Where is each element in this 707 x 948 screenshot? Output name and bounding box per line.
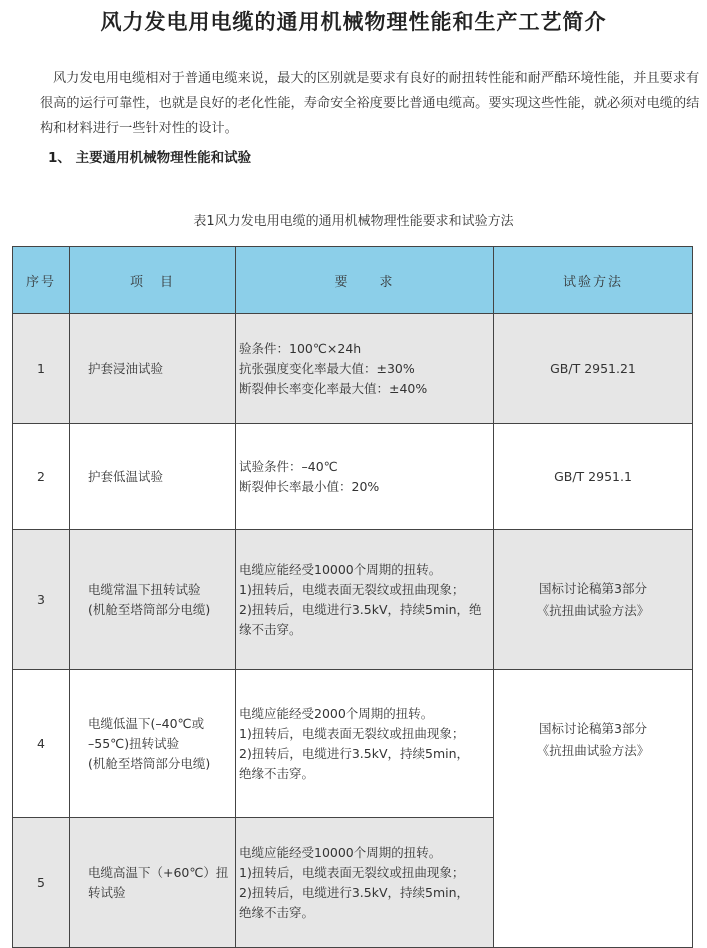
table-row [13, 530, 693, 670]
cell-method-line: 《抗扭曲试验方法》 [536, 602, 650, 618]
cell-requirement-line: 验条件：100℃×24h [239, 340, 362, 356]
cell-item [70, 670, 236, 818]
cell-requirement-line: 断裂伸长率最小值：20% [239, 478, 380, 494]
cell-requirement-line: 1)扭转后，电缆表面无裂纹或扭曲现象； [239, 864, 465, 880]
cell-method [494, 424, 693, 530]
cell-item [70, 530, 236, 670]
intro-paragraph: 风力发电用电缆相对于普通电缆来说，最大的区别就是要求有良好的耐扭转性能和耐严酷环境性能，并且要求有很高的运行可靠性，也就是良好的老化性能，寿命安全裕度要比普通电缆高。要实现这些性能，就必须对电缆的结构和材料进行一些针对性的设计。 [40, 71, 700, 136]
cell-method-line: GB/T 2951.21 [550, 360, 636, 376]
cell-no: 2 [13, 424, 70, 530]
cell-requirement-line: 1)扭转后，电缆表面无裂纹或扭曲现象； [239, 725, 465, 741]
cell-method-line: 国标讨论稿第3部分 [539, 580, 647, 596]
cell-no: 5 [13, 818, 70, 948]
cell-requirement-line: 抗张强度变化率最大值：±30% [239, 360, 415, 376]
properties-table [12, 246, 693, 948]
header-item: 项 目 [70, 247, 236, 314]
cell-item [70, 314, 236, 424]
cell-item-line: 电缆高温下（+60℃）扭 [88, 864, 229, 880]
cell-item-line: (机舱至塔筒部分电缆) [88, 755, 211, 771]
cell-method [494, 530, 693, 670]
header-requirement: 要 求 [236, 247, 494, 314]
cell-requirement-line: 绝缘不击穿。 [239, 904, 315, 920]
cell-method [494, 670, 693, 948]
cell-item-line: 护套低温试验 [88, 468, 164, 484]
table-row [13, 424, 693, 530]
table-header-row [13, 247, 693, 314]
cell-requirement-line: 2)扭转后，电缆进行3.5kV，持续5min， [239, 745, 470, 761]
cell-requirement-line: 2)扭转后，电缆进行3.5kV，持续5min， [239, 884, 470, 900]
section-heading: 1、 主要通用机械物理性能和试验 [48, 150, 252, 166]
cell-requirement [236, 670, 494, 818]
cell-no: 4 [13, 670, 70, 818]
cell-requirement-line: 2)扭转后，电缆进行3.5kV，持续5min，绝 [239, 601, 482, 617]
cell-requirement-line: 电缆应能经受10000个周期的扭转。 [239, 561, 442, 577]
cell-item [70, 424, 236, 530]
cell-requirement-line: 缘不击穿。 [239, 621, 302, 637]
cell-requirement [236, 314, 494, 424]
table-row [13, 314, 693, 424]
cell-item-line: –55℃)扭转试验 [88, 735, 180, 751]
cell-requirement [236, 424, 494, 530]
page-title: 风力发电用电缆的通用机械物理性能和生产工艺简介 [100, 10, 607, 34]
table-row [13, 670, 693, 818]
cell-requirement [236, 530, 494, 670]
cell-item-line: (机舱至塔筒部分电缆) [88, 601, 211, 617]
cell-requirement-line: 1)扭转后，电缆表面无裂纹或扭曲现象； [239, 581, 465, 597]
cell-requirement-line: 电缆应能经受10000个周期的扭转。 [239, 844, 442, 860]
table-caption: 表1风力发电用电缆的通用机械物理性能要求和试验方法 [193, 214, 514, 229]
header-method: 试验方法 [494, 247, 693, 314]
cell-requirement-line: 断裂伸长率变化率最大值：±40% [239, 380, 428, 396]
cell-item-line: 电缆低温下(–40℃或 [88, 715, 205, 731]
cell-item-line: 转试验 [88, 884, 126, 900]
cell-requirement [236, 818, 494, 948]
cell-requirement-line: 绝缘不击穿。 [239, 765, 315, 781]
cell-method-line: 国标讨论稿第3部分 [539, 721, 647, 736]
cell-item-line: 电缆常温下扭转试验 [88, 581, 201, 597]
cell-no: 3 [13, 530, 70, 670]
cell-no: 1 [13, 314, 70, 424]
cell-method-line: GB/T 2951.1 [554, 468, 632, 484]
cell-requirement-line: 电缆应能经受2000个周期的扭转。 [239, 705, 434, 721]
cell-item [70, 818, 236, 948]
cell-method-line: 《抗扭曲试验方法》 [536, 743, 650, 758]
cell-requirement-line: 试验条件：–40℃ [239, 458, 338, 474]
cell-method [494, 314, 693, 424]
cell-item-line: 护套浸油试验 [88, 360, 164, 376]
header-no: 序号 [13, 247, 70, 314]
